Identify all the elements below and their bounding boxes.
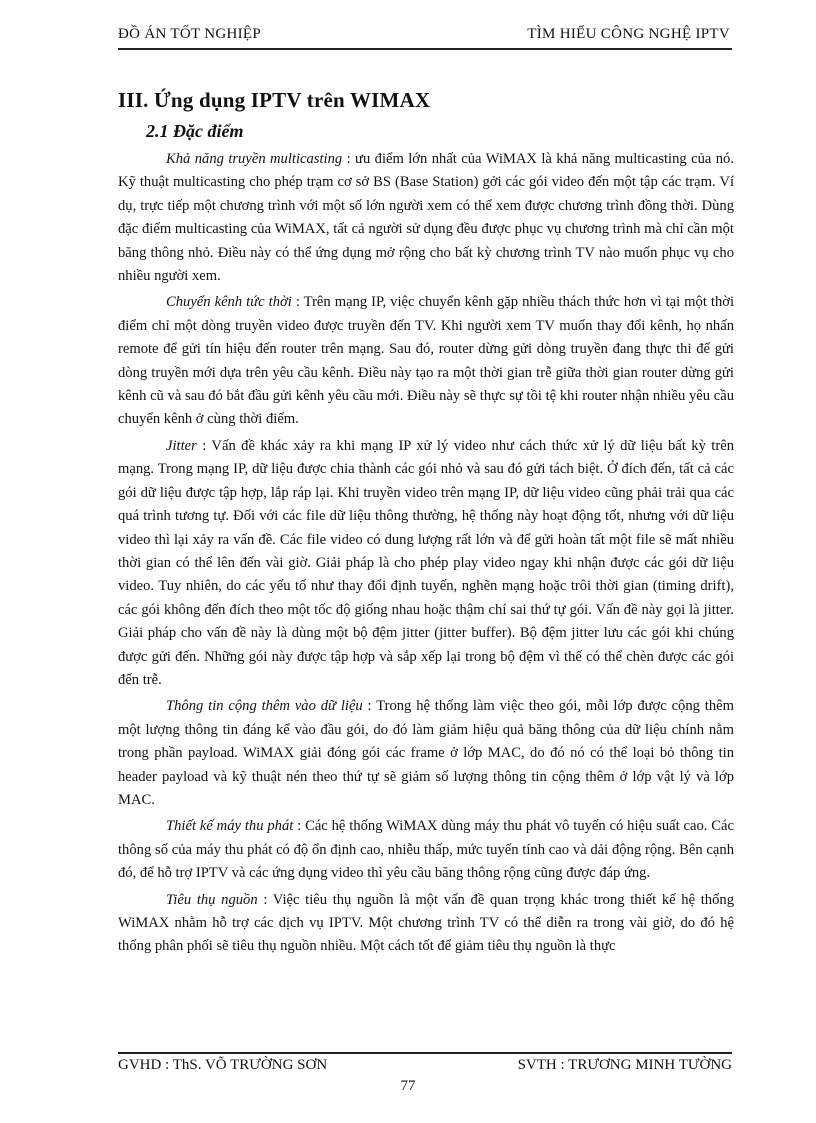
paragraph-lead: Thông tin cộng thêm vào dữ liệu: [166, 698, 363, 715]
paragraph-lead: Chuyển kênh tức thời: [166, 294, 292, 311]
paragraph-power: [118, 889, 734, 959]
paragraph-multicasting: [118, 148, 734, 288]
paragraph-channel-switch: [118, 291, 734, 431]
page-body: [118, 88, 734, 962]
paragraph-lead: Thiết kế máy thu phát: [166, 818, 294, 835]
paragraph-text: : Trong hệ thống làm việc theo gói, mỗi lớp được cộng thêm một lượng thông tin đáng kể vào đầu gói, do đó làm giảm hiệu quả băng thông của dữ liệu chính nằm trong phần payload. WiMAX giải đóng gói các frame ở lớp MAC, do đó nó có thể loại bỏ thông tin header payload và kỹ thuật nén theo thứ tự sẽ giảm số lượng thông tin cộng thêm ở lớp vật lý và lớp MAC.: [118, 698, 734, 808]
paragraph-jitter: [118, 435, 734, 692]
paragraph-lead: Tiêu thụ nguồn: [166, 891, 258, 908]
section-title: III. Ứng dụng IPTV trên WIMAX: [118, 88, 431, 112]
paragraph-text: : ưu điểm lớn nhất của WiMAX là khả năng multicasting của nó. Kỹ thuật multicasting cho phép trạm cơ sở BS (Base Station) gởi các gói video đến một tập các trạm. Ví dụ, trực tiếp một chương trình với một số lớn người xem có thể xem được chương trình đồng thời. Dùng đặc điểm multicasting của WiMAX, tất cả người sử dụng đều được phục vụ chương trình mà chỉ cần một băng thông nhỏ. Điều này có thể ứng dụng mở rộng cho bất kỳ chương trình TV nào muốn phục vụ cho nhiều người xem.: [118, 151, 735, 285]
paragraph-text: : Việc tiêu thụ nguồn là một vấn đề quan trọng khác trong thiết kế hệ thống WiMAX nhằm hỗ trợ các dịch vụ IPTV. Một chương trình TV có thể diễn ra trong vài giờ, do đó hệ thống phân phối sẽ tiêu thụ nguồn nhiều. Một cách tốt để giảm tiêu thụ nguồn là thực: [118, 891, 734, 955]
footer-instructor: GVHD : ThS. VÕ TRƯỜNG SƠN: [118, 1057, 328, 1073]
paragraph-text: : Các hệ thống WiMAX dùng máy thu phát vô tuyến có hiệu suất cao. Các thông số của máy thu phát có độ ổn định cao, nhiễu thấp, mức tuyến tính cao và dải động rộng. Bên cạnh đó, để hỗ trợ IPTV và các ứng dụng video thì yêu cầu băng thông rộng cũng được đáp ứng.: [118, 818, 734, 882]
subsection-title: 2.1 Đặc điểm: [146, 121, 244, 141]
paragraph-text: : Trên mạng IP, việc chuyển kênh gặp nhiều thách thức hơn vì tại một thời điểm chỉ một dòng truyền video được truyền đến TV. Khi người xem TV muốn thay đổi kênh, họ nhấn remote để gửi tín hiệu đến router trên mạng. Sau đó, router dừng gửi dòng truyền đang thực thi để gửi dòng truyền mới dựa trên yêu cầu kênh. Điều này tạo ra một thời gian trễ giữa thời gian router dừng gửi kênh cũ và sau đó bắt đầu gửi kênh yêu cầu mới. Điều này sẽ thực sự tồi tệ khi router nhận nhiều yêu cầu chuyển kênh ở cùng thời điểm.: [118, 294, 735, 428]
paragraph-overhead: [118, 695, 734, 812]
paragraph-transceiver: [118, 815, 734, 885]
paragraph-lead: Khả năng truyền multicasting: [166, 151, 343, 167]
header-right-title: TÌM HIỂU CÔNG NGHỆ IPTV: [527, 26, 730, 42]
footer-student: SVTH : TRƯƠNG MINH TƯỜNG: [517, 1057, 732, 1073]
page-number: 77: [400, 1078, 416, 1094]
page-footer: [118, 1052, 732, 1080]
paragraph-text: : Vấn đề khác xảy ra khi mạng IP xử lý video như cách thức xử lý dữ liệu bất kỳ trên mạng. Trong mạng IP, dữ liệu được chia thành các gói nhỏ và sau đó gửi tách biệt. Ở đích đến, tất cả các gói dữ liệu được tập hợp, lắp ráp lại. Khi truyền video trên mạng IP, dữ liệu video cũng phải trải qua các quá trình tương tự. Đối với các file dữ liệu thông thường, hệ thống này hoạt động tốt, nhưng với dữ liệu video thì lại xảy ra vấn đề. Các file video có dung lượng rất lớn và để gửi hoàn tất một file sẽ mất nhiều thời gian có thể lên đến vài giờ. Giải pháp là cho phép play video ngay khi nhận được các gói dữ liệu video. Tuy nhiên, do các yếu tố như thay đổi định tuyến, nghẽn mạng hoặc trôi thời gian (timing drift), các gói không đến đích theo một tốc độ giống nhau hoặc thậm chí sai thứ tự gói. Vấn đề này gọi là jitter. Giải pháp cho vấn đề này là dùng một bộ đệm jitter (jitter buffer). Bộ đệm jitter lưu các gói khi chúng được gửi đến. Những gói này được tập hợp và sắp xếp lại trong bộ đệm vì thế có thể chèn được các gói đến trễ.: [118, 437, 734, 688]
paragraph-lead: Jitter: [166, 437, 197, 454]
page-header: [118, 24, 732, 50]
header-left-title: ĐỒ ÁN TỐT NGHIỆP: [118, 26, 261, 42]
